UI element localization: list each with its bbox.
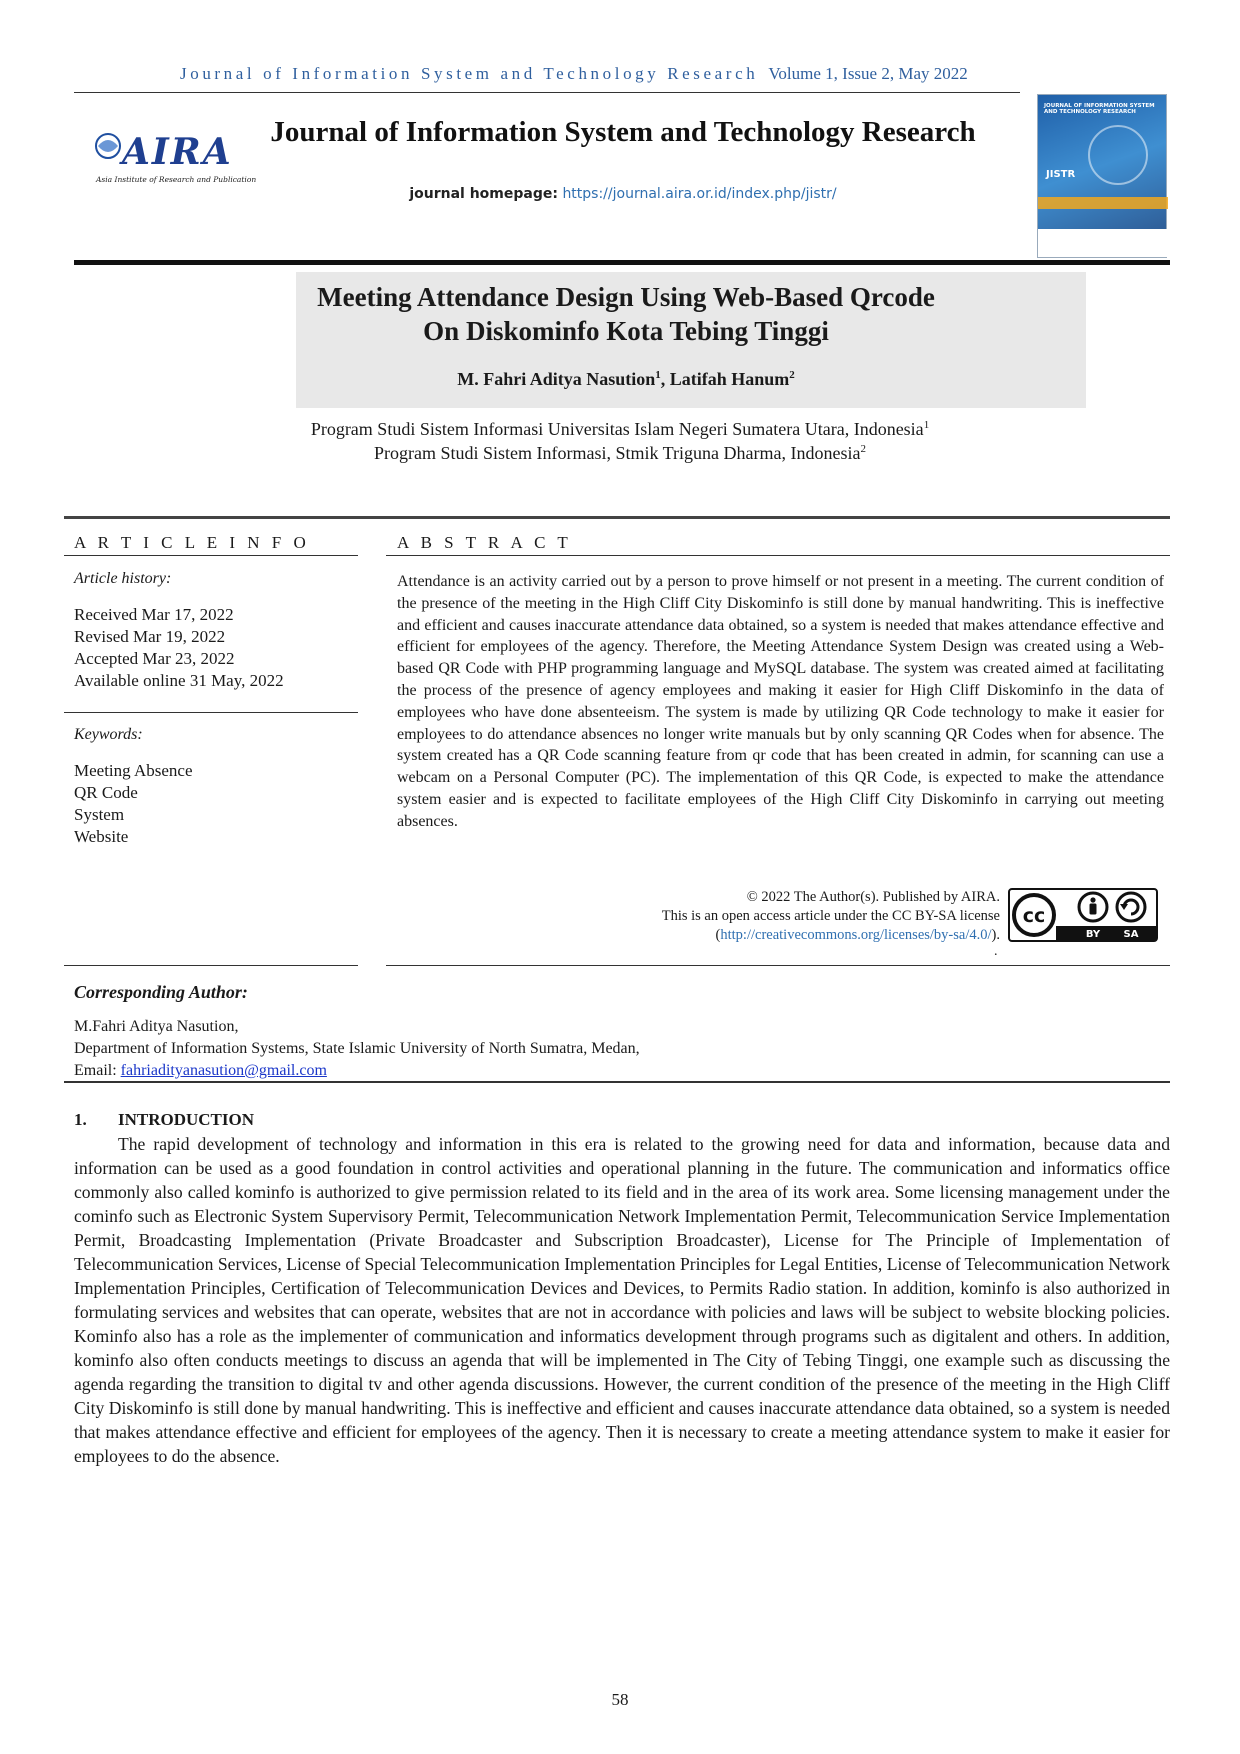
header-divider bbox=[74, 92, 1020, 93]
abstract-bottom-divider bbox=[386, 965, 1170, 966]
corresponding-author-label: Corresponding Author: bbox=[74, 982, 248, 1002]
license-statement: This is an open access article under the CC BY-SA license bbox=[661, 908, 1000, 924]
homepage-label: journal homepage: bbox=[409, 186, 558, 202]
corresponding-department: Department of Information Systems, State Islamic University of North Sumatra, Medan, bbox=[74, 1040, 640, 1057]
paper-title-line2: On Diskominfo Kota Tebing Tinggi bbox=[423, 316, 829, 346]
journal-homepage bbox=[238, 186, 1008, 202]
history-revised: Revised Mar 19, 2022 bbox=[74, 627, 226, 646]
homepage-link[interactable]: https://journal.aira.or.id/index.php/jistr/ bbox=[562, 186, 837, 202]
cover-decoration bbox=[1088, 125, 1148, 185]
author-2-sup: 2 bbox=[789, 369, 795, 381]
paper-title bbox=[296, 280, 956, 348]
affiliation-2-sup: 2 bbox=[860, 443, 866, 455]
history-received: Received Mar 17, 2022 bbox=[74, 605, 234, 624]
license-url-line bbox=[560, 926, 1000, 945]
running-head bbox=[180, 64, 1080, 84]
authors bbox=[296, 369, 956, 390]
badge-by-text: BY bbox=[1085, 929, 1101, 940]
history-online: Available online 31 May, 2022 bbox=[74, 671, 284, 690]
introduction-paragraph: The rapid development of technology and information in this era is related to the growing need for data and information, because data and information can be used as a good foundation in control activities and operational planning in the future. The communication and informatics office commonly also called kominfo is authorized to give permission related to its field and in the area of its work area. Some licensing management under the cominfo such as Electronic System Supervisory Permit, Telecommunication Network Implementation Permit, Telecommunication Service Implementation Permit, Broadcasting Implementation (Private Broadcaster and Subscription Broadcaster), License for The Principle of Implementation of Telecommunication Services, License of Special Telecommunication Implementation Principles for Legal Entities, License of Telecommunication Network Implementation Principles, Certification of Telecommunication Devices and Devices, to Permits Radio station. In addition, kominfo is also authorized in formulating services and websites that can operate, websites that are not in accordance with policies and laws will be subject to website blocking policies. Kominfo also has a role as the implementer of communication and informatics development through programs such as digitalent and others. In addition, kominfo also often conducts meetings to discuss an agenda that will be implemented in The City of Tebing Tinggi, one example such as discussing the agenda regarding the transition to digital tv and other agenda discussions. However, the current condition of the presence of the meeting in the High Cliff City Diskominfo is still done by manual handwriting. This is ineffective and efficient and causes inaccurate attendance data obtained, so a system is needed that makes attendance effective and efficient for employees of the agency. Then it is necessary to create a meeting attendance system to make it easier for employees to do the absence. bbox=[74, 1134, 1170, 1466]
cover-title: JOURNAL OF INFORMATION SYSTEM AND TECHNOLOGY RESEARCH bbox=[1044, 103, 1155, 116]
section-title: INTRODUCTION bbox=[118, 1110, 255, 1129]
affiliation-2-text: Program Studi Sistem Informasi, Stmik Triguna Dharma, Indonesia bbox=[374, 443, 861, 463]
abstract-label: A B S T R A C T bbox=[397, 533, 572, 552]
header-thick-rule bbox=[74, 260, 1170, 265]
badge-sa-text: SA bbox=[1123, 929, 1139, 940]
history-list bbox=[74, 604, 284, 692]
license-open-paren: ( bbox=[715, 927, 721, 943]
cover-strip bbox=[1038, 197, 1168, 209]
corresponding-email-line bbox=[74, 1060, 640, 1082]
author-1-sup: 1 bbox=[655, 369, 661, 381]
article-info-divider bbox=[64, 555, 358, 556]
cover-footer bbox=[1038, 229, 1168, 257]
article-info-label: A R T I C L E I N F O bbox=[74, 533, 310, 552]
corresponding-divider bbox=[64, 1081, 1170, 1083]
keyword-item: QR Code bbox=[74, 783, 138, 802]
aira-logo bbox=[92, 124, 257, 190]
running-head-journal: Journal of Information System and Technology Research bbox=[180, 64, 759, 83]
author-1: M. Fahri Aditya Nasution bbox=[457, 369, 656, 389]
keyword-item: Meeting Absence bbox=[74, 761, 193, 780]
email-label: Email: bbox=[74, 1062, 121, 1079]
license-close-paren: ). bbox=[991, 927, 1000, 943]
abstract-text: Attendance is an activity carried out by a person to prove himself or not present in a meeting. The current condition of the presence of the meeting in the High Cliff City Diskominfo is still done by manual handwriting. This is ineffective and efficient and causes inaccurate attendance data obtained, so a system is needed that makes attendance effective and efficient for employees of the agency. Therefore, the Meeting Attendance System Design was created using a Web-based QR Code with PHP programming language and MySQL database. The system was created aimed at facilitating the process of the presence of agency employees and making it easier for High Cliff Diskominfo in the data of employees who have done absenteeism. The system is made by utilizing QR Code technology to make it easier for employees to do attendance absences no longer write manuals but by only scanning QR Codes when for absence. The system created has a QR Code scanning feature from qr code that has been created in admin, for scanning can use a webcam on a Personal Computer (PC). The implementation of this QR Code, is expected to make the attendance system easier and is expected to facilitate employees of the High Cliff City Diskominfo in carrying out meeting absences. bbox=[397, 573, 1164, 830]
email-link[interactable]: fahriadityanasution@gmail.com bbox=[120, 1062, 327, 1079]
author-separator: , bbox=[660, 369, 670, 389]
cover-abbrev: JISTR bbox=[1046, 169, 1076, 180]
introduction-heading bbox=[74, 1110, 254, 1130]
journal-title: Journal of Information System and Technology Research bbox=[270, 116, 976, 148]
abstract-divider bbox=[386, 555, 1170, 556]
keyword-item: Website bbox=[74, 827, 129, 846]
license-trailing-dot: . bbox=[994, 944, 998, 959]
keywords-label: Keywords: bbox=[74, 726, 143, 743]
author-2: Latifah Hanum bbox=[669, 369, 790, 389]
page-number: 58 bbox=[611, 1690, 629, 1709]
affiliation-2 bbox=[230, 443, 1010, 464]
svg-text:Asia Institute of Research and: Asia Institute of Research and Publication bbox=[96, 175, 257, 184]
journal-cover-image bbox=[1037, 94, 1167, 258]
corresponding-name: M.Fahri Aditya Nasution, bbox=[74, 1018, 239, 1035]
keywords-divider bbox=[64, 712, 358, 713]
cc-by-sa-badge bbox=[1008, 888, 1158, 942]
history-accepted: Accepted Mar 23, 2022 bbox=[74, 649, 235, 668]
section-divider bbox=[64, 516, 1170, 519]
keyword-item: System bbox=[74, 805, 125, 824]
section-number: 1. bbox=[74, 1110, 87, 1129]
affiliation-1-sup: 1 bbox=[923, 419, 930, 431]
affiliation-1 bbox=[230, 419, 1010, 440]
license-link[interactable]: http://creativecommons.org/licenses/by-sa/4.0/ bbox=[720, 927, 992, 943]
affiliation-1-text: Program Studi Sistem Informasi Universitas Islam Negeri Sumatera Utara, Indonesia bbox=[310, 419, 924, 439]
running-head-volume: Volume 1, Issue 2, May 2022 bbox=[768, 64, 968, 83]
keywords-list bbox=[74, 760, 193, 848]
info-bottom-divider bbox=[64, 965, 358, 966]
history-label: Article history: bbox=[74, 570, 172, 587]
paper-title-line1: Meeting Attendance Design Using Web-Based Qrcode bbox=[317, 282, 935, 312]
license-copyright: © 2022 The Author(s). Published by AIRA. bbox=[746, 889, 1000, 905]
corresponding-author-details bbox=[74, 1016, 640, 1082]
cc-logo-text: cc bbox=[1022, 905, 1046, 927]
license-note bbox=[560, 888, 1000, 945]
svg-text:AIRA: AIRA bbox=[122, 131, 233, 173]
